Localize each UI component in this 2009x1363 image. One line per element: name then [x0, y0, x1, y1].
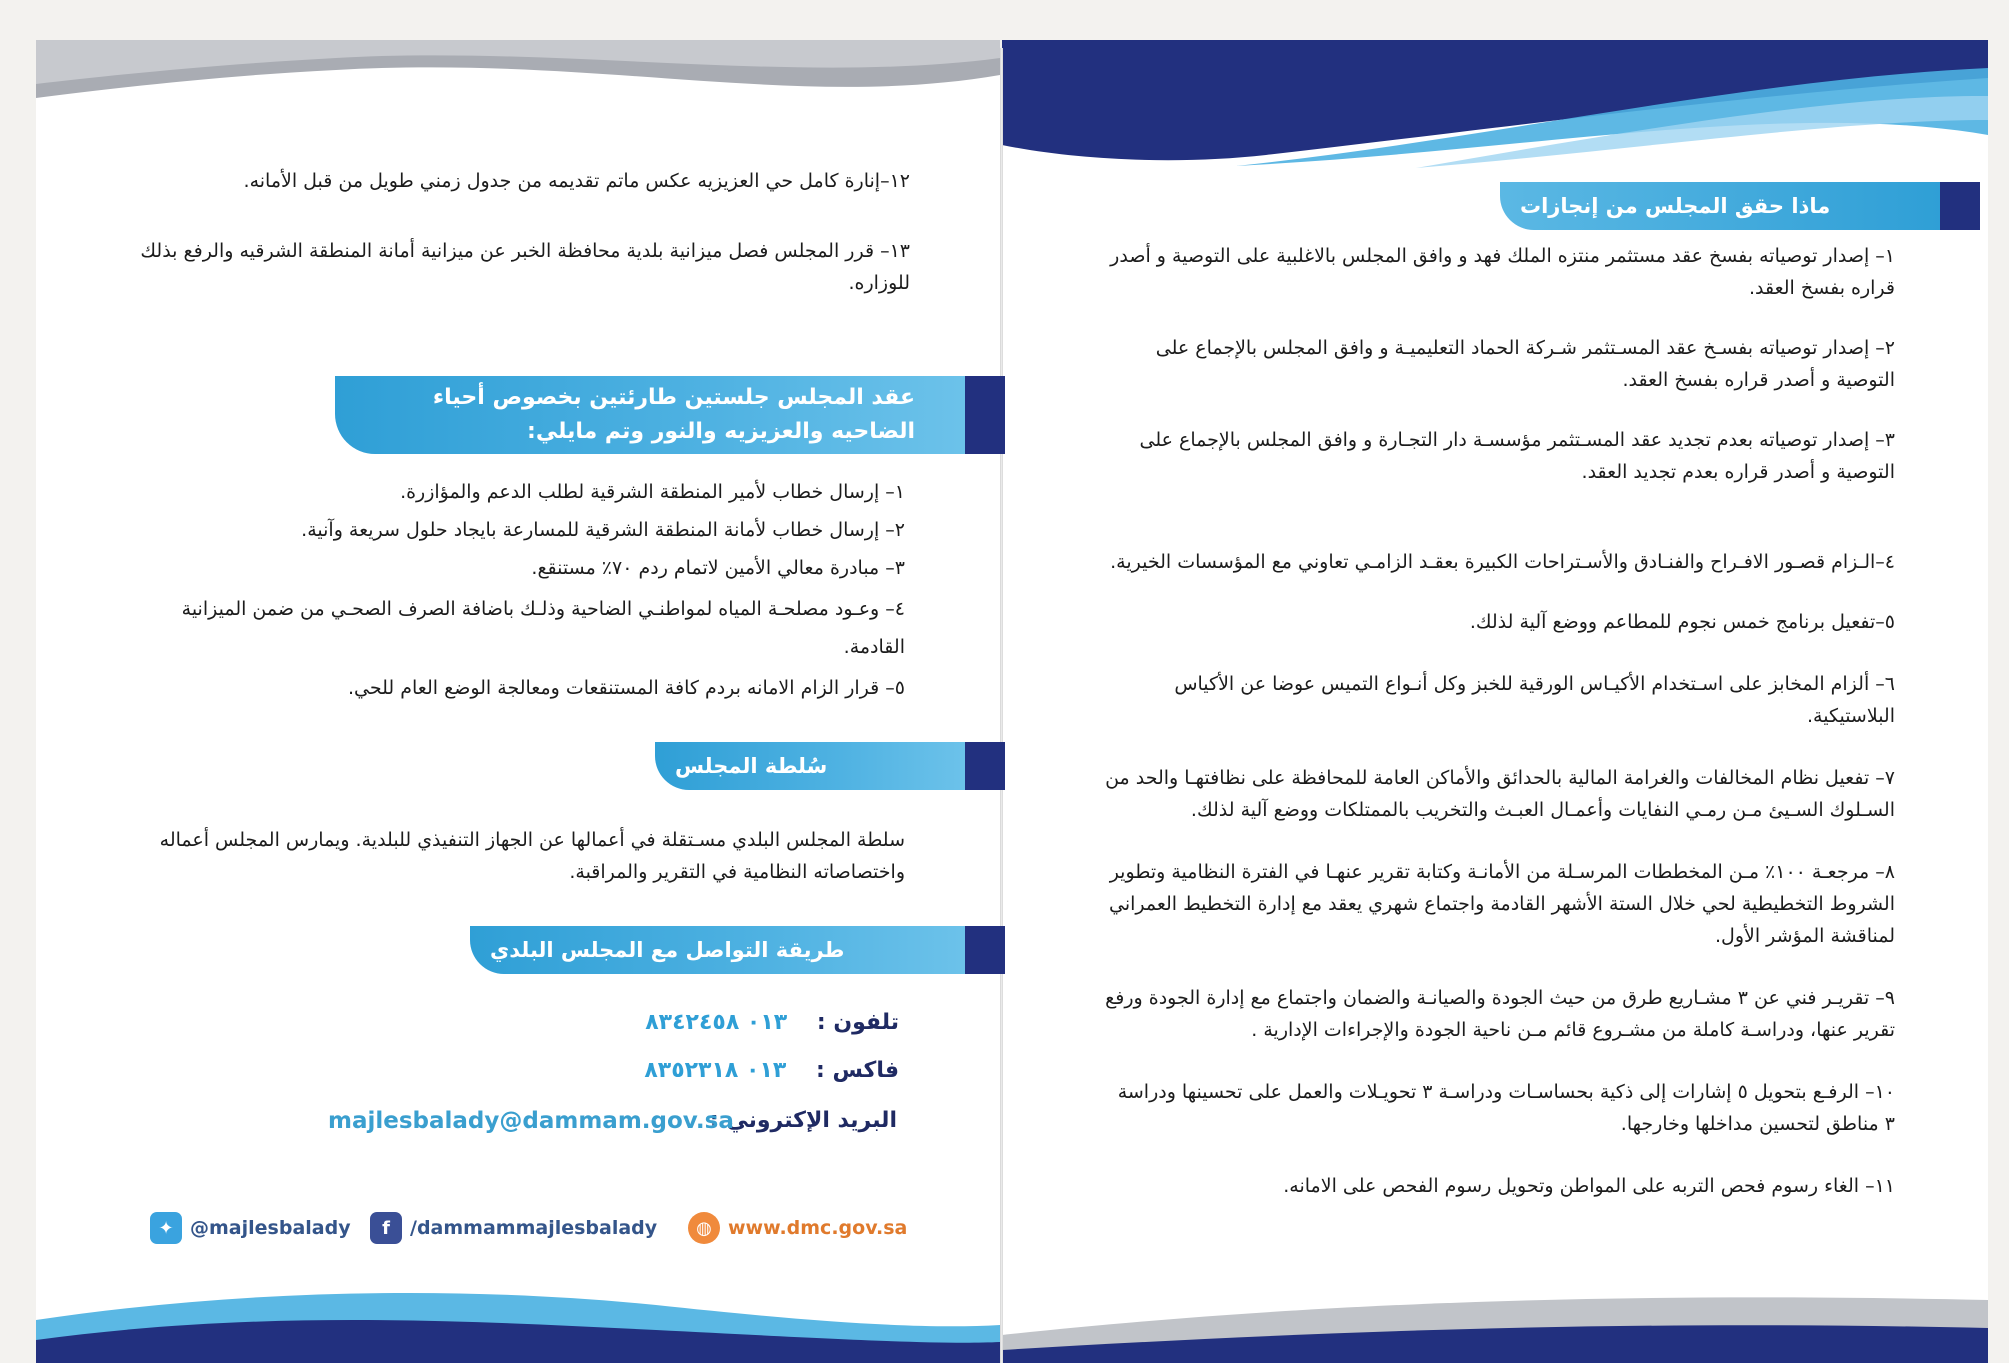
achievement-item-11: ١١– الغاء رسوم فحص التربه على المواطن وتحويل رسوم الفحص على الامانه.: [1283, 1175, 1895, 1197]
twitter-icon: ✦: [150, 1212, 182, 1244]
facebook-link[interactable]: [370, 1212, 657, 1244]
achievement-item-1: ١– إصدار توصياته بفسخ عقد مستثمر منتزه الملك فهد و وافق المجلس بالاغلبية على التوصية و أصدر قراره بفسخ العقد.: [1110, 245, 1895, 299]
achievement-item-10: ١٠– الرفـع بتحويل ٥ إشارات إلى ذكية بحساسـات ودراسـة ٣ تحويـلات والعمل على تحسينها ودراسة ٣ مناطق لتحسين مداخلها وخارجها.: [1117, 1081, 1895, 1135]
website-url: www.dmc.gov.sa: [728, 1217, 908, 1239]
left-panel: [110, 165, 910, 299]
email-label: البريد الإكتروني :: [709, 1108, 897, 1133]
sessions-list: [120, 476, 905, 704]
achievement-item-4: ٤–الـزام قصـور الافـراح والفنـادق والأسـتراحات الكبيرة بعقـد الزامـي تعاوني مع المؤسسات الخيرية.: [1110, 551, 1895, 573]
achievements-heading: [1500, 182, 1980, 230]
facebook-handle: /dammammajlesbalady: [410, 1217, 658, 1239]
sessions-item-4: ٤– وعـود مصلحـة المياه لمواطنـي الضاحية وذلـك باضافة الصرف الصحـي من ضمن الميزانية القادمة.: [181, 598, 905, 658]
phone-row: [645, 1010, 899, 1035]
left-item-13: ١٣– قرر المجلس فصل ميزانية بلدية محافظة الخبر عن ميزانية أمانة المنطقة الشرقيه والرفع بذلك للوزاره.: [140, 240, 910, 294]
contact-heading: [470, 926, 1005, 974]
achievement-item-6: ٦– ألزام المخابز على اسـتخدام الأكيـاس الورقية للخبز وكل أنـواع التميس عوضا عن الأكياس البلاستيكية.: [1174, 673, 1895, 727]
facebook-icon: f: [370, 1212, 402, 1244]
globe-icon: ◍: [688, 1212, 720, 1244]
fax-label: فاكس :: [815, 1058, 899, 1083]
sessions-item-3: ٣– مبادرة معالي الأمين لاتمام ردم ٧٠٪ مستنقع.: [531, 557, 905, 579]
achievement-item-5: ٥–تفعيل برنامج خمس نجوم للمطاعم ووضع آلية لذلك.: [1469, 611, 1895, 633]
top-wave-decoration: [36, 40, 1988, 170]
achievement-item-7: ٧– تفعيل نظام المخالفات والغرامة المالية بالحدائق والأماكن العامة للمحافظة على نظافتهـا والحد من السـلوك السـيئ مـن رمـي النفايات وأعمـال العبـث والتخريب بالممتلكات ووضع آلية لذلك.: [1105, 767, 1895, 821]
phone-value[interactable]: ٠١٣ ٨٣٤٢٤٥٨: [645, 1010, 788, 1035]
achievement-item-9: ٩– تقريـر فني عن ٣ مشـاريع طرق من حيث الجودة والصيانـة والضمان واجتماع مع إدارة الجودة ورفع تقرير عنها، ودراسـة كاملة من مشـروع قائم مـن ناحية الجودة والإجراءات الإدارية .: [1105, 987, 1895, 1041]
bottom-wave-decoration: [36, 1280, 1988, 1363]
achievements-list: [1105, 240, 1895, 1202]
sessions-item-2: ٢– إرسال خطاب لأمانة المنطقة الشرقية للمسارعة بايجاد حلول سريعة وآنية.: [301, 519, 905, 541]
website-link[interactable]: [688, 1212, 907, 1244]
achievement-item-2: ٢– إصدار توصياته بفسـخ عقد المسـتثمر شـركة الحماد التعليميـة و وافق المجلس بالإجماع على التوصية و أصدر قراره بفسخ العقد.: [1155, 337, 1895, 391]
sessions-heading: [335, 376, 1005, 454]
achievement-item-3: ٣– إصدار توصياته بعدم تجديد عقد المسـتثمر مؤسسـة دار التجـارة و وافق المجلس بالإجماع على التوصية و أصدر قراره بعدم تجديد العقد.: [1139, 429, 1895, 483]
twitter-link[interactable]: [150, 1212, 351, 1244]
phone-label: تلفون :: [816, 1010, 899, 1035]
achievements-heading-text: ماذا حقق المجلس من إنجازات: [1520, 194, 1831, 218]
authority-text: [120, 824, 905, 888]
twitter-handle: @majlesbalady: [190, 1217, 351, 1239]
email-label-row: [710, 1108, 897, 1133]
fax-row: [644, 1058, 899, 1083]
authority-heading: [655, 742, 1005, 790]
email-value[interactable]: majlesbalady@dammam.gov.sa: [328, 1108, 734, 1134]
contact-heading-text: طريقة التواصل مع المجلس البلدي: [490, 938, 845, 962]
page-fold: [1000, 48, 1003, 1363]
sessions-heading-text: عقد المجلس جلستين طارئتين بخصوص أحياء الضاحيه والعزيزيه والنور وتم مايلي:: [432, 385, 915, 444]
sessions-item-1: ١– إرسال خطاب لأمير المنطقة الشرقية لطلب الدعم والمؤازرة.: [400, 481, 905, 503]
sessions-item-5: ٥– قرار الزام الامانه بردم كافة المستنقعات ومعالجة الوضع العام للحي.: [348, 677, 905, 699]
authority-heading-text: سُلطة المجلس: [675, 754, 828, 778]
authority-paragraph: سلطة المجلس البلدي مسـتقلة في أعمالها عن الجهاز التنفيذي للبلدية. ويمارس المجلس أعماله واختصاصاته النظامية في التقرير والمراقبة.: [159, 829, 905, 883]
left-item-12: ١٢–إنارة كامل حي العزيزيه عكس ماتم تقديمه من جدول زمني طويل من قبل الأمانه.: [243, 170, 910, 192]
achievement-item-8: ٨– مرجعـة ١٠٠٪ مـن المخططات المرسـلة من الأمانـة وكتابة تقرير عنهـا في الفترة النظامية وتطوير الشروط التخطيطية لحي خلال الستة الأشهر القادمة واجتماع شهري يعقد مع إدارة التخطيط العمراني لمناقشة المؤشر الأول.: [1108, 861, 1895, 947]
fax-value: ٠١٣ ٨٣٥٢٣١٨: [644, 1058, 787, 1083]
